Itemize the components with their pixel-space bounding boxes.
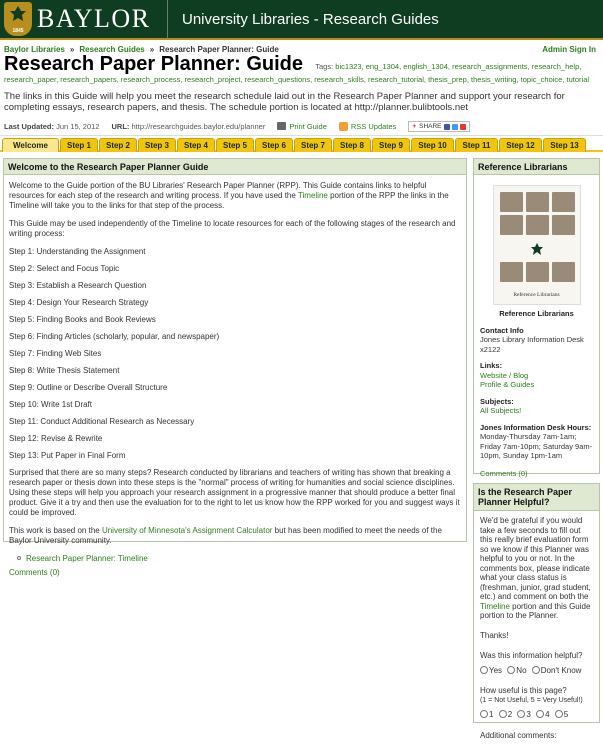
librarians-box: [473, 158, 600, 478]
usage-paragraph: This Guide may be used independently of the Timeline to locate resources for each of the following stages of the research and writing process:: [9, 219, 456, 238]
helpful-options: Yes No Don't Know: [480, 666, 593, 676]
assignment-calculator-link[interactable]: University of Minnesota's Assignment Calculator: [101, 526, 273, 535]
steps-explanation: Surprised that there are so many steps? Research conducted by librarians and teachers of writing has shown that breaking a research paper or thesis down into these steps is the "normal" process of writing for humanities and social science disciplines. Using these steps will help you approach your research assignment in a progressive manner that should produce a better final product. Give it a try and then use the evaluation for to the right to let us know how the RPP worked for you and suggest ways it could be improved.: [9, 468, 460, 517]
tab-step-5[interactable]: Step 5: [216, 138, 254, 152]
radio-dont-know[interactable]: [532, 666, 540, 674]
radio-1[interactable]: [480, 710, 488, 718]
feedback-box: [473, 483, 600, 740]
photo-grid-lower: [500, 262, 576, 282]
list-item: Step 12: Revise & Rewrite: [9, 434, 103, 443]
tab-step-9[interactable]: Step 9: [372, 138, 410, 152]
list-item: Step 1: Understanding the Assignment: [9, 247, 146, 256]
tag-link[interactable]: research_questions: [244, 75, 311, 84]
related-link-item: [17, 554, 461, 564]
list-item: Step 2: Select and Focus Topic: [9, 264, 120, 273]
twitter-icon: [452, 124, 458, 130]
breadcrumb-separator: »: [69, 44, 75, 54]
facebook-icon: [444, 124, 450, 130]
comments-question: Additional comments:: [480, 730, 557, 740]
feedback-column: [473, 483, 600, 740]
tab-step-10[interactable]: Step 10: [411, 138, 454, 152]
radio-4[interactable]: [536, 710, 544, 718]
feedback-timeline-link[interactable]: Timeline: [480, 601, 510, 611]
tag-link[interactable]: research_tutorial: [368, 75, 424, 84]
guide-meta-bar: [0, 118, 603, 136]
site-header: [0, 0, 603, 40]
list-item: Step 4: Design Your Research Strategy: [9, 298, 149, 307]
breadcrumb-baylor-libraries[interactable]: Baylor Libraries: [4, 44, 65, 54]
last-updated: Last Updated: Jun 15, 2012: [4, 122, 100, 131]
intro-paragraph: Welcome to the Guide portion of the BU Libraries' Research Paper Planner (RPP). This Guide contains links to helpful resources for each step of the research and writing process. If you have used the Timeline portion of the RPP the links in the Timeline will take you to the links for that step of the process.: [9, 181, 449, 210]
hours-text: Monday-Thursday 7am-1am; Friday 7am-10pm; Saturday 9am-10pm, Sunday 1pm-1am: [480, 432, 593, 460]
thanks-text: Thanks!: [480, 630, 509, 640]
guide-tabs: [0, 138, 603, 152]
tag-link[interactable]: english_1304: [403, 62, 448, 71]
rss-updates-link[interactable]: RSS Updates: [339, 122, 396, 131]
list-item: Step 11: Conduct Additional Research as Necessary: [9, 417, 195, 426]
contact-label: Contact Info: [480, 325, 524, 335]
tab-step-8[interactable]: Step 8: [333, 138, 371, 152]
guide-url: URL: http://researchguides.baylor.edu/planner: [111, 122, 266, 131]
welcome-heading: Welcome to the Research Paper Planner Guide: [4, 159, 466, 175]
tab-step-4[interactable]: Step 4: [177, 138, 215, 152]
tab-step-11[interactable]: Step 11: [455, 138, 498, 152]
tag-link[interactable]: research_help: [531, 62, 580, 71]
print-guide-link[interactable]: Print Guide: [277, 122, 327, 131]
baylor-logo[interactable]: [0, 0, 168, 39]
tag-link[interactable]: research_papers: [60, 75, 117, 84]
rss-icon: [339, 122, 348, 131]
tab-step-3[interactable]: Step 3: [138, 138, 176, 152]
tag-link[interactable]: thesis_writing: [471, 75, 517, 84]
hours-label: Jones Information Desk Hours:: [480, 422, 592, 432]
radio-2[interactable]: [499, 710, 507, 718]
contact-line: x2122: [480, 344, 501, 354]
usefulness-options: 1 2 3 4 5: [480, 710, 593, 720]
tab-step-7[interactable]: Step 7: [294, 138, 332, 152]
tag-link[interactable]: thesis_prep: [428, 75, 467, 84]
tag-link[interactable]: eng_1304: [365, 62, 400, 71]
usefulness-question: How useful is this page?: [480, 686, 567, 695]
librarians-column: [473, 158, 600, 478]
tag-list: Tags: bic1323, eng_1304, english_1304, research_assignments, research_help, research_paper, research_papers, research_process, research_project, research_questions, research_skills, research_tutorial, thesis_prep, thesis_writing, topic_choice, tutorial: [4, 62, 590, 84]
librarians-photo: [493, 185, 581, 305]
bullet-icon: [17, 556, 21, 560]
list-item: Step 5: Finding Books and Book Reviews: [9, 315, 156, 324]
tag-link[interactable]: research_project: [184, 75, 241, 84]
welcome-box: [3, 158, 467, 577]
tab-step-13[interactable]: Step 13: [543, 138, 586, 152]
breadcrumb-current: Research Paper Planner: Guide: [159, 44, 279, 54]
radio-5[interactable]: [555, 710, 563, 718]
welcome-comments-link[interactable]: Comments (0): [9, 568, 60, 577]
list-item: Step 13: Put Paper in Final Form: [9, 451, 126, 460]
librarians-heading: Reference Librarians: [474, 159, 599, 175]
tab-welcome[interactable]: Welcome: [2, 138, 59, 152]
step-list: [9, 247, 461, 461]
baylor-emblem-icon: [494, 238, 580, 260]
breadcrumb-separator: »: [149, 44, 155, 54]
tag-link[interactable]: research_skills: [314, 75, 364, 84]
librarians-comments-link[interactable]: Comments (0): [480, 468, 528, 478]
tag-link[interactable]: research_process: [120, 75, 181, 84]
profile-guides-link[interactable]: Profile & Guides: [480, 380, 535, 389]
photo-caption: Reference Librarians: [513, 292, 560, 298]
share-plus-icon: +: [412, 123, 417, 130]
list-item: Step 9: Outline or Describe Overall Structure: [9, 383, 168, 392]
list-item: Step 8: Write Thesis Statement: [9, 366, 120, 375]
timeline-link[interactable]: Timeline: [297, 191, 328, 200]
breadcrumb-research-guides[interactable]: Research Guides: [79, 44, 145, 54]
tag-link[interactable]: research_paper: [4, 75, 57, 84]
list-item: Step 10: Write 1st Draft: [9, 400, 92, 409]
tab-step-12[interactable]: Step 12: [499, 138, 542, 152]
share-button[interactable]: + SHARE: [408, 121, 469, 132]
timeline-guide-link[interactable]: Research Paper Planner: Timeline: [26, 554, 148, 563]
radio-3[interactable]: [517, 710, 525, 718]
email-icon: [460, 124, 466, 130]
list-item: Step 6: Finding Articles (scholarly, popular, and newspaper): [9, 332, 220, 341]
printer-icon: [277, 122, 286, 130]
site-title[interactable]: University Libraries - Research Guides: [182, 10, 439, 28]
helpful-question: Was this information helpful?: [480, 651, 583, 660]
page-description: The links in this Guide will help you meet the research schedule laid out in the Research Paper Planner and support your research for completing essays, research papers, and thesis. The schedule portion is located at http://planner.bulibtools.net: [4, 91, 565, 113]
feedback-heading: Is the Research Paper Planner Helpful?: [474, 484, 599, 511]
logo-wordmark: BAYLOR: [37, 4, 151, 33]
tag-link[interactable]: research_assignments: [452, 62, 528, 71]
tab-step-6[interactable]: Step 6: [255, 138, 293, 152]
radio-yes[interactable]: [480, 666, 488, 674]
tag-link[interactable]: topic_choice: [520, 75, 563, 84]
photo-grid: [500, 192, 576, 235]
website-blog-link[interactable]: Website / Blog: [480, 370, 529, 380]
page-title: Research Paper Planner: Guide: [4, 53, 304, 75]
tag-link[interactable]: tutorial: [566, 75, 590, 84]
links-label: Links:: [480, 361, 503, 370]
welcome-column: [3, 158, 467, 577]
feedback-intro: We'd be grateful if you would take a few seconds to fill out this really brief evaluation form so we know if this Planner was helpful to you or not. In the comments box, please indicate what your class status is (freshman, junior, grad student, etc.) and comment on both the Timeline portion and this Guide portion to the Planner.: [480, 516, 591, 620]
librarians-body: [474, 309, 599, 482]
contact-line: Jones Library Information Desk: [480, 335, 584, 344]
tag-link[interactable]: bic1323: [335, 62, 362, 71]
list-item: Step 7: Finding Web Sites: [9, 349, 102, 358]
feedback-form: [474, 511, 599, 745]
welcome-body: [4, 175, 466, 582]
radio-no[interactable]: [507, 666, 515, 674]
tab-step-1[interactable]: Step 1: [60, 138, 98, 152]
tab-step-2[interactable]: Step 2: [99, 138, 137, 152]
title-row: [0, 53, 603, 86]
admin-sign-in-link[interactable]: Admin Sign In: [542, 44, 596, 54]
baylor-seal-icon: 1845: [4, 2, 32, 36]
list-item: Step 3: Establish a Research Question: [9, 281, 147, 290]
all-subjects-link[interactable]: All Subjects!: [480, 406, 522, 415]
tags-label: Tags:: [315, 62, 334, 71]
librarians-name: Reference Librarians: [499, 309, 574, 318]
subjects-label: Subjects:: [480, 396, 514, 406]
usefulness-hint: (1 = Not Useful, 5 = Very Useful!): [480, 696, 583, 704]
attribution-paragraph: This work is based on the University of Minnesota's Assignment Calculator but has been modified to meet the needs of the Baylor University community.: [9, 526, 442, 545]
